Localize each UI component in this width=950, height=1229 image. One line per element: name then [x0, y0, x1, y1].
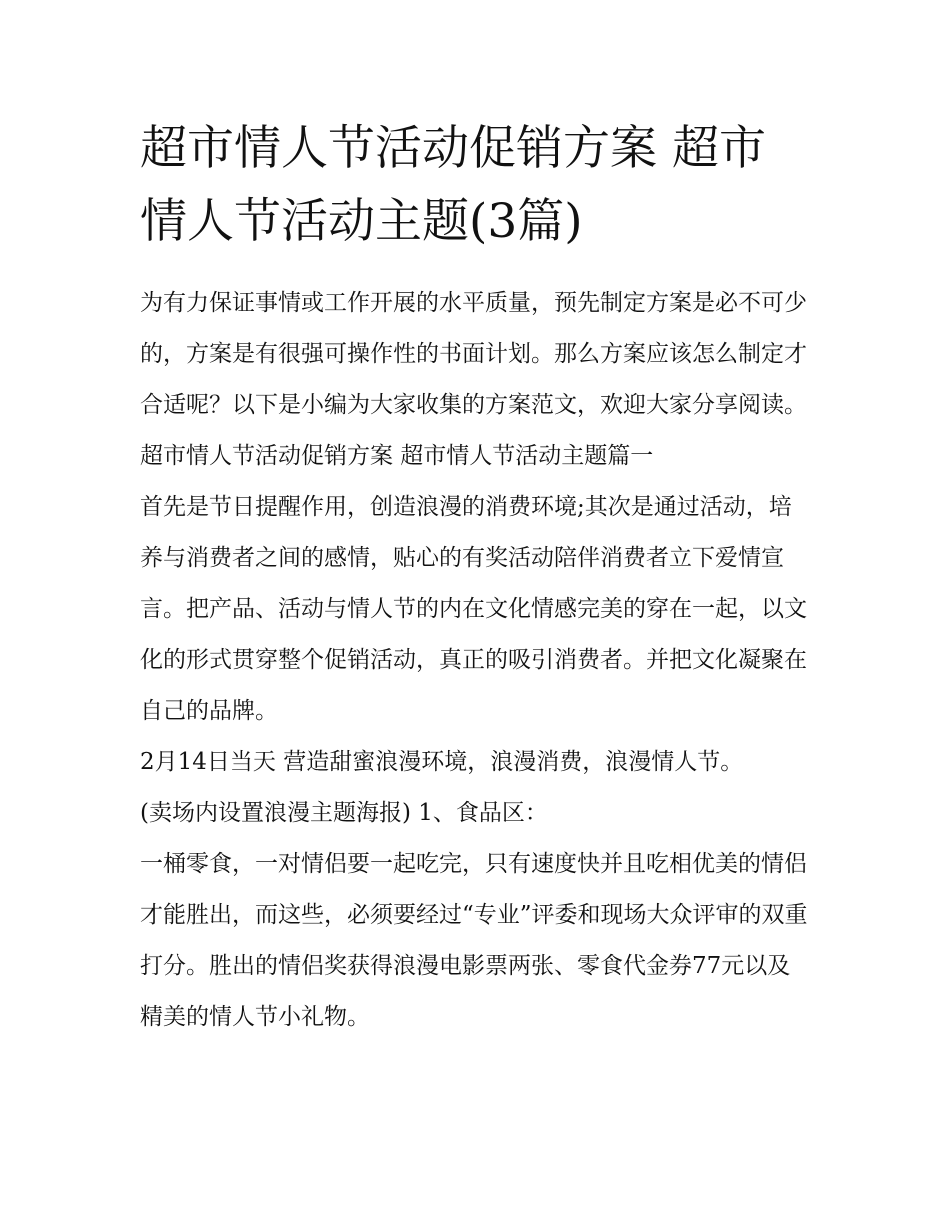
- intro-paragraph: 为有力保证事情或工作开展的水平质量，预先制定方案是必不可少的，方案是有很强可操作性的书面计划。那么方案应该怎么制定才合适呢？以下是小编为大家收集的方案范文，欢迎大家分享阅读。: [140, 290, 807, 418]
- section-heading: 超市情人节活动促销方案 超市情人节活动主题篇一: [140, 443, 654, 469]
- body-paragraph: 一桶零食，一对情侣要一起吃完，只有速度快并且吃相优美的情侣才能胜出，而这些，必须要经过“专业”评委和现场大众评审的双重打分。胜出的情侣奖获得浪漫电影票两张、零食代金券77元以及精美的情人节小礼物。: [140, 851, 808, 1030]
- body-paragraph: 首先是节日提醒作用，创造浪漫的消费环境;其次是通过活动，培养与消费者之间的感情，贴心的有奖活动陪伴消费者立下爱情宣言。把产品、活动与情人节的内在文化情感完美的穿在一起，以文化的形式贯穿整个促销活动，真正的吸引消费者。并把文化凝聚在自己的品牌。: [140, 494, 807, 724]
- body-paragraph: 2月14日当天 营造甜蜜浪漫环境，浪漫消费，浪漫情人节。: [140, 749, 744, 775]
- document-page: [140, 112, 812, 1043]
- document-title: 超市情人节活动促销方案 超市情人节活动主题(3篇): [140, 121, 766, 249]
- body-paragraph: (卖场内设置浪漫主题海报) 1、食品区：: [140, 800, 548, 826]
